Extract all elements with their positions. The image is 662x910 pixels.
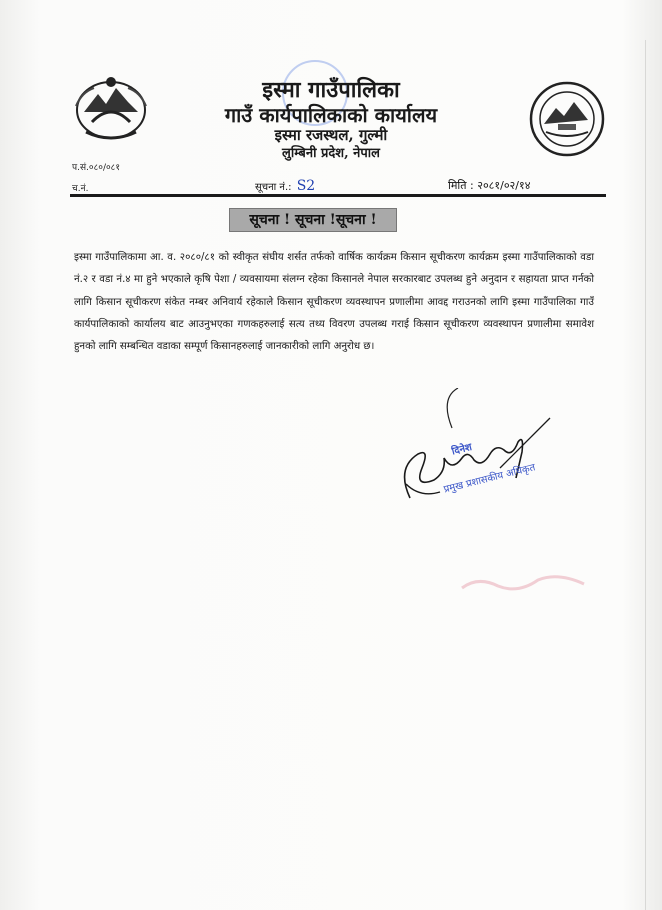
notice-date: मिति : २०८१/०२/१४	[448, 179, 531, 192]
province-country: लुम्बिनी प्रदेश, नेपाल	[282, 146, 380, 161]
office-address: इस्मा रजस्थल, गुल्मी	[274, 126, 388, 144]
signatory-name: दिनेश	[450, 442, 474, 458]
letter-reference-number: प.सं.०८०/०८१	[72, 163, 121, 173]
municipality-name: इस्मा गाउँपालिका	[262, 77, 400, 103]
notice-number-value: S2	[296, 178, 316, 194]
notice-body: इस्मा गाउँपालिकामा आ. व. २०८०/८१ को स्वीकृत संघीय शर्सत तर्फको वार्षिक कार्यक्रम किसान सूचीकरण कार्यक्रम इस्मा गाउँपालिकाको वडा नं.२ र वडा नं.४ मा हुने भएकाले कृषि पेशा / व्यवसायमा संलग्न रहेका किसानले नेपाल सरकारबाट उपलब्ध हुने अनुदान र सहायता प्राप्त गर्नको लागि किसान सूचीकरण संकेत नम्बर अनिवार्य रहेकाले किसान सूचीकरण व्यवस्थापन प्रणालीमा आवद्द गराउनको लागि इस्मा गाउँपालिका गाउँ कार्यपालिकाको कार्यालय बाट आउनुभएका गणकहरुलाई सत्य तथ्य विवरण उपलब्ध गराई किसान सूचीकरण व्यवस्थापन प्रणालीमा समावेश हुनको लागि सम्बन्धित वडाका सम्पूर्ण किसानहरुलाई जानकारीको लागि अनुरोध छ।	[74, 252, 594, 353]
notice-title: सूचना ! सूचना !सूचना !	[229, 208, 397, 232]
page-edge-line	[645, 40, 646, 910]
notice-number	[255, 178, 315, 194]
dispatch-number-label: च.नं.	[72, 184, 89, 194]
header-divider	[70, 194, 606, 197]
handwritten-signature-icon	[400, 388, 580, 528]
office-name: गाउँ कार्यपालिकाको कार्यालय	[224, 103, 438, 127]
faint-stamp-mark-icon	[458, 568, 588, 596]
notice-number-label: सूचना नं.:	[255, 182, 292, 193]
signatory-title: प्रमुख प्रशासकीय अधिकृत	[442, 462, 537, 496]
